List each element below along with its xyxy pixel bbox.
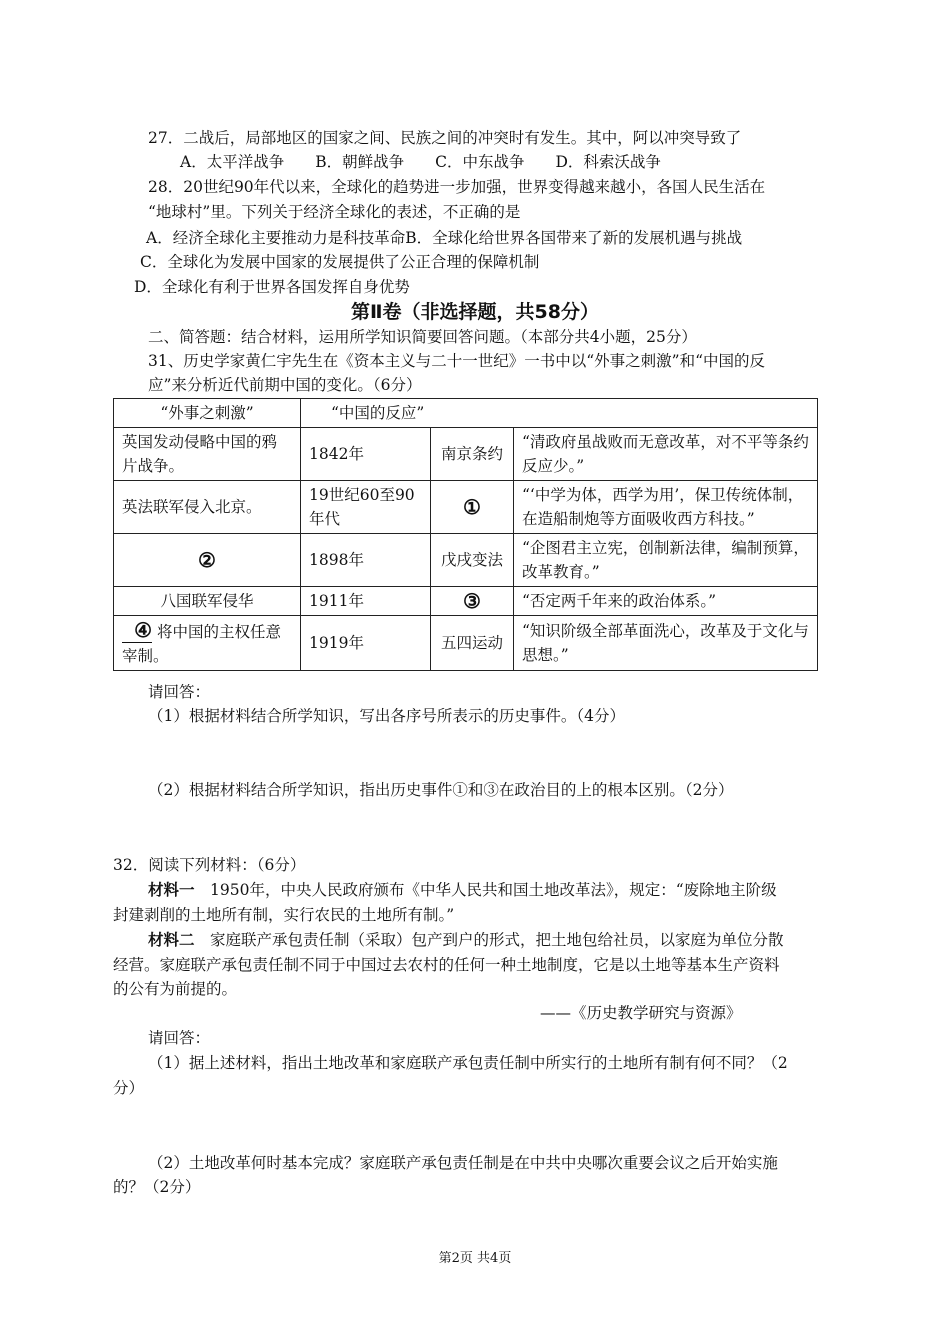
material2-text: 家庭联产承包责任制（采取）包产到户的形式，把土地包给社员，以家庭为单位分散 (194, 931, 784, 949)
q31-stem-line1: 31、历史学家黄仁宇先生在《资本主义与二十一世纪》一书中以“外事之刺激”和“中国的反 (148, 352, 765, 370)
table-row (114, 587, 818, 616)
page-footer: 第2页 共4页 (438, 1251, 512, 1266)
row-time: 1842年 (301, 428, 431, 481)
header-stimulus: “外事之刺激” (114, 399, 301, 428)
row-stimulus: 英法联军侵入北京。 (114, 481, 301, 534)
row-quote: “企图君主立宪，创制新法律，编制预算，改革教育。” (514, 534, 818, 587)
row-time: 1919年 (301, 616, 431, 671)
table-header-row (114, 399, 818, 428)
table-row (114, 481, 818, 534)
blank-4-mark: ④ (122, 618, 152, 643)
row-event: 五四运动 (431, 616, 514, 671)
row-event: 戊戌变法 (431, 534, 514, 587)
q31-prompt: 请回答： (148, 683, 211, 701)
row-stimulus (114, 616, 301, 671)
material1-text: 1950年，中央人民政府颁布《中华人民共和国土地改革法》，规定：“废除地主阶级 (194, 881, 777, 899)
row-event-blank-3: ③ (431, 587, 514, 616)
q28-option-c: C．全球化为发展中国家的发展提供了公正合理的保障机制 (140, 253, 540, 271)
q32-stem: 32．阅读下列材料：（6分） (113, 856, 306, 874)
q28-option-d: D．全球化有利于世界各国发挥自身优势 (134, 278, 410, 296)
row-stimulus-text: 将中国的主权任意宰制。 (122, 623, 281, 665)
q32-prompt: 请回答： (148, 1029, 211, 1047)
q32-source: ——《历史教学研究与资源》 (540, 1004, 742, 1022)
material1-label: 材料一 (148, 881, 195, 899)
q32-sub1-line1: （1）据上述材料，指出土地改革和家庭联产承包责任制中所实行的土地所有制有何不同？（2 (148, 1054, 788, 1072)
row-event-blank-1: ① (431, 481, 514, 534)
q32-sub2-line2: 的？（2分） (113, 1178, 201, 1196)
section-intro: 二、简答题：结合材料，运用所学知识简要回答问题。（本部分共4小题，25分） (148, 328, 697, 346)
row-event: 南京条约 (431, 428, 514, 481)
history-events-table (113, 398, 818, 671)
row-time: 19世纪60至90年代 (301, 481, 431, 534)
row-time: 1911年 (301, 587, 431, 616)
q27-options: A．太平洋战争 B．朝鲜战争 C．中东战争 D．科索沃战争 (180, 153, 661, 171)
q32-sub1-line2: 分） (113, 1079, 145, 1097)
header-response: “中国的反应” (301, 399, 818, 428)
q31-sub1: （1）根据材料结合所学知识，写出各序号所表示的历史事件。（4分） (148, 707, 625, 725)
row-quote: “‘中学为体，西学为用’，保卫传统体制，在造船制炮等方面吸收西方科技。” (514, 481, 818, 534)
row-stimulus-blank-2: ② (114, 534, 301, 587)
row-quote: “知识阶级全部革面洗心，改革及于文化与思想。” (514, 616, 818, 671)
q32-material2-line1 (148, 930, 784, 950)
row-stimulus: 英国发动侵略中国的鸦片战争。 (114, 428, 301, 481)
q31-sub2: （2）根据材料结合所学知识，指出历史事件①和③在政治目的上的根本区别。（2分） (148, 781, 734, 799)
q32-material2-line2: 经营。家庭联产承包责任制不同于中国过去农村的任何一种土地制度，它是以土地等基本生产资料 (113, 956, 780, 974)
table-row (114, 534, 818, 587)
row-stimulus: 八国联军侵华 (114, 587, 301, 616)
q31-stem-line2: 应”来分析近代前期中国的变化。（6分） (148, 376, 422, 394)
material2-label: 材料二 (148, 931, 195, 949)
q32-material1-line1 (148, 880, 777, 900)
q28-stem-line1: 28．20世纪90年代以来，全球化的趋势进一步加强，世界变得越来越小，各国人民生活在 (148, 178, 766, 196)
q32-material2-line3: 的公有为前提的。 (113, 980, 238, 998)
table-row (114, 616, 818, 671)
q28-stem-line2: “地球村”里。下列关于经济全球化的表述，不正确的是 (148, 203, 521, 221)
q28-option-ab: A．经济全球化主要推动力是科技革命B．全球化给世界各国带来了新的发展机遇与挑战 (146, 229, 743, 247)
q32-material1-line2: 封建剥削的土地所有制，实行农民的土地所有制。” (113, 906, 455, 924)
row-quote: “清政府虽战败而无意改革，对不平等条约反应少。” (514, 428, 818, 481)
row-time: 1898年 (301, 534, 431, 587)
q27-stem: 27．二战后，局部地区的国家之间、民族之间的冲突时有发生。其中，阿以冲突导致了 (148, 129, 742, 147)
row-quote: “否定两千年来的政治体系。” (514, 587, 818, 616)
q32-sub2-line1: （2）土地改革何时基本完成？家庭联产承包责任制是在中共中央哪次重要会议之后开始实施 (148, 1154, 778, 1172)
section-title: 第Ⅱ卷（非选择题，共58分） (351, 301, 599, 323)
table-row (114, 428, 818, 481)
